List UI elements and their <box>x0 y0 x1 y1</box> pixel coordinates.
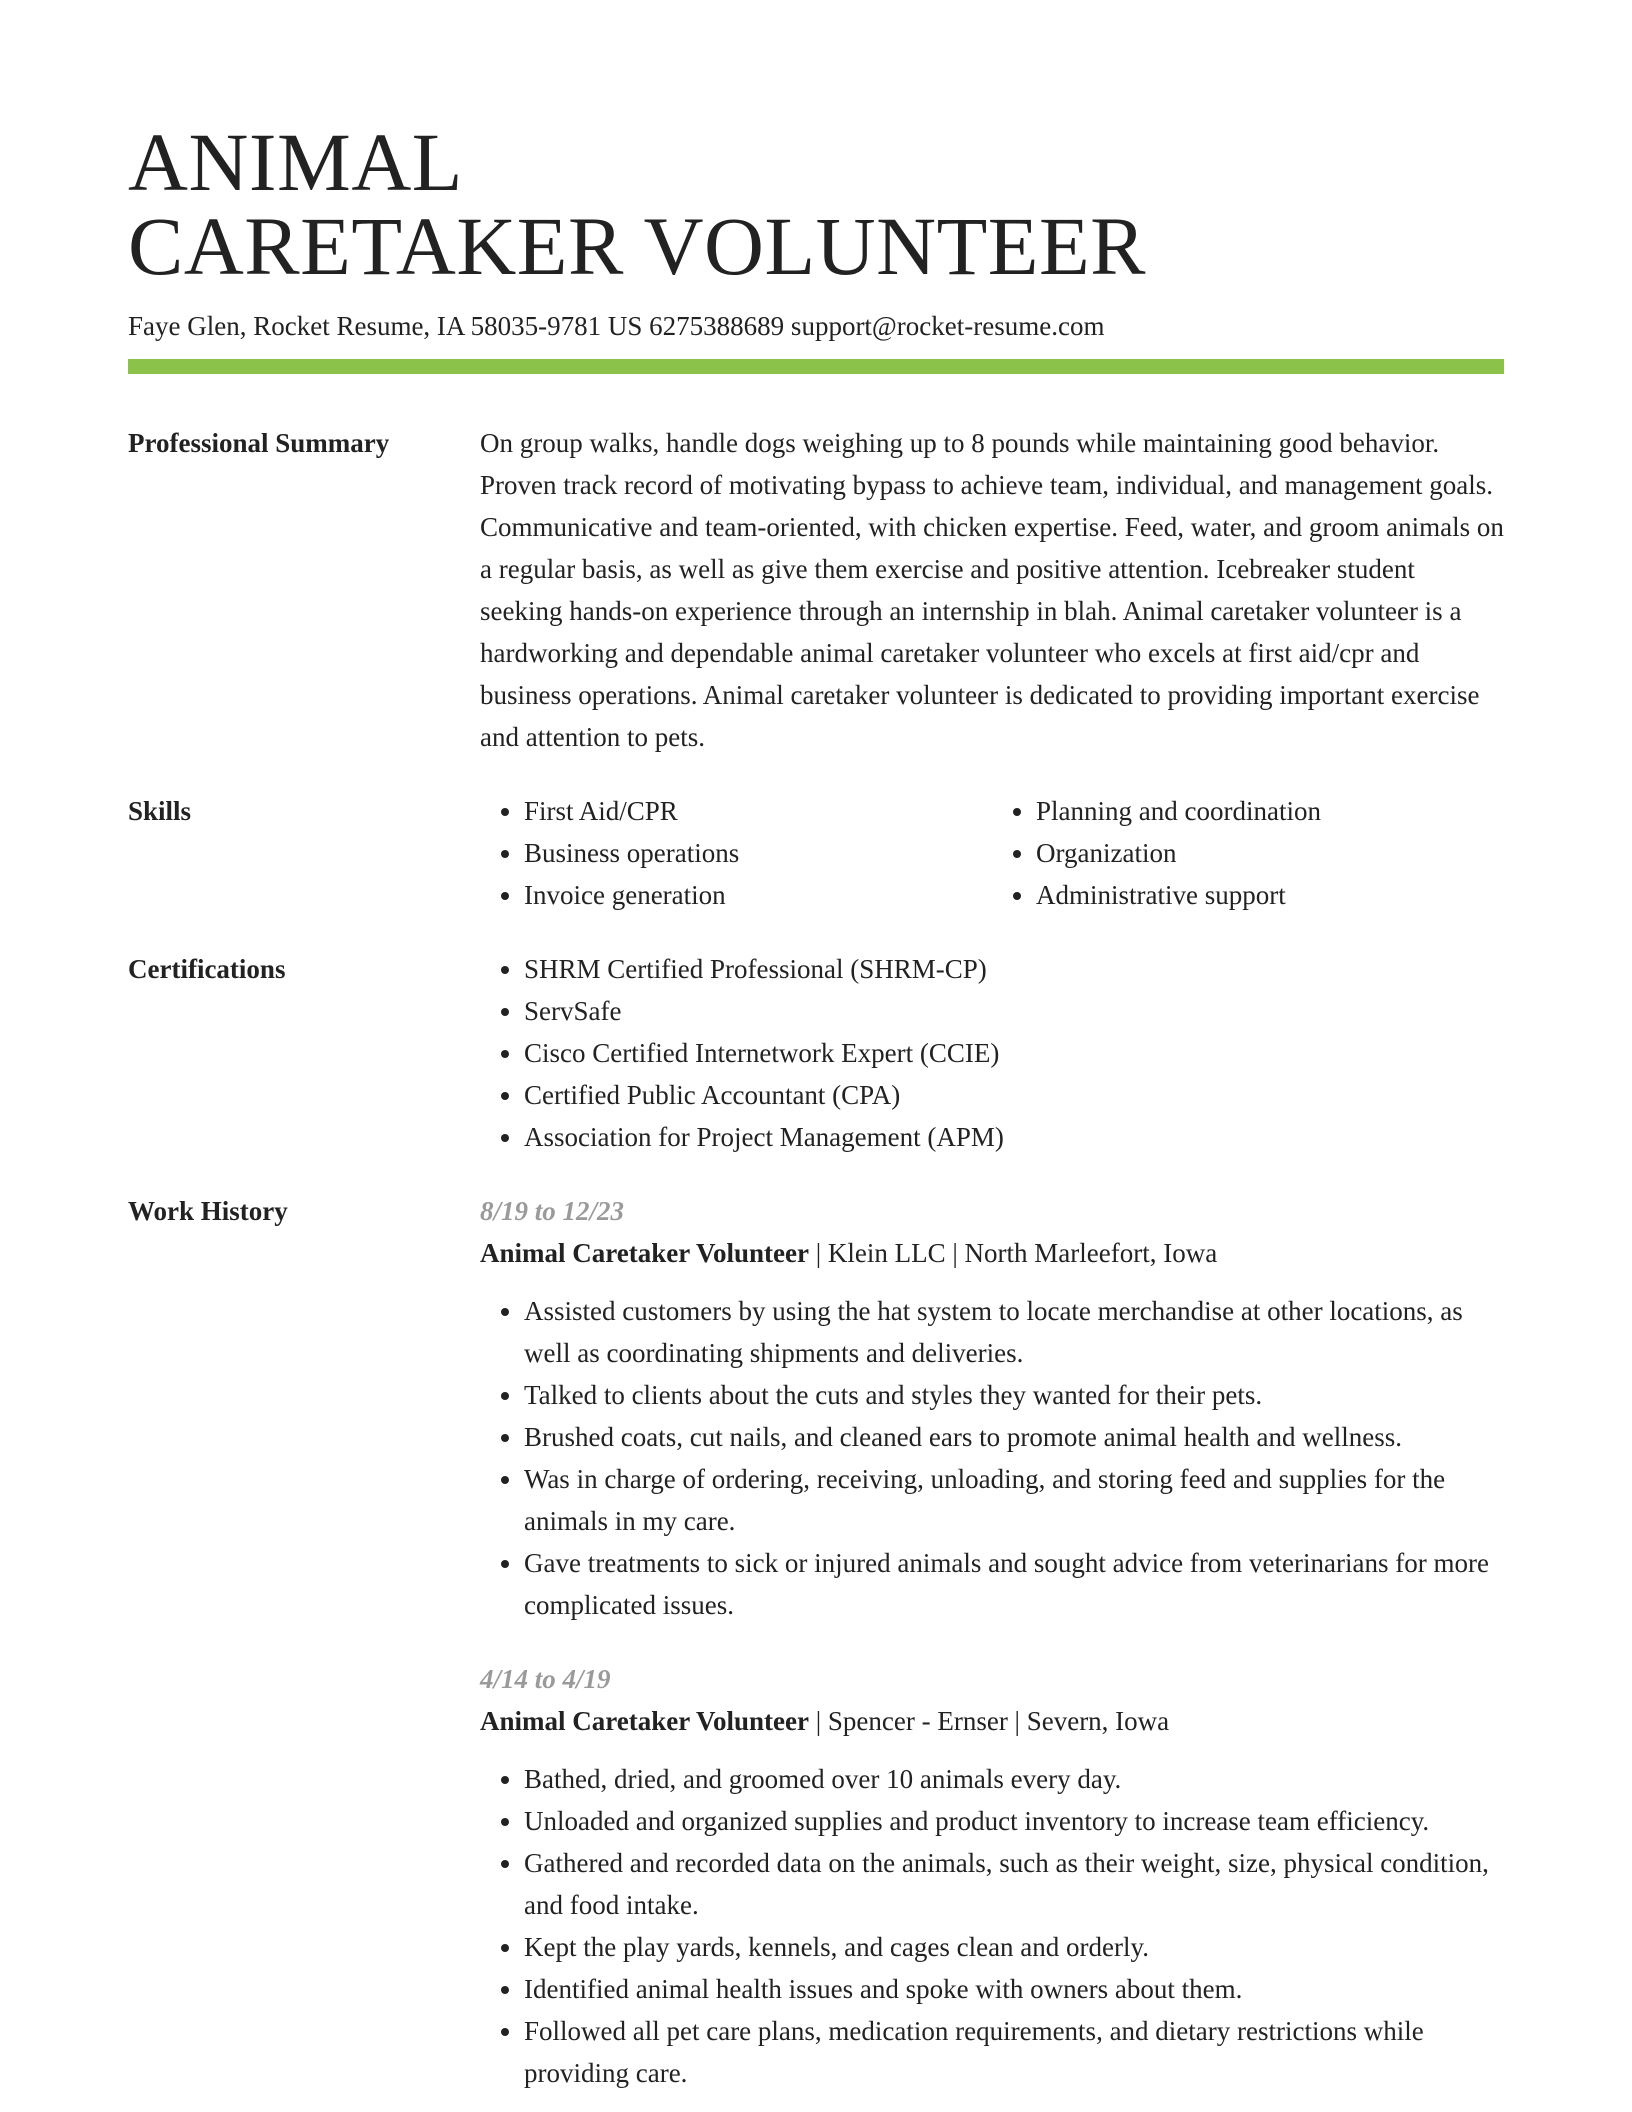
resume-name <box>128 116 1504 292</box>
skill-item: • Organization <box>1036 832 1504 874</box>
job-duty: • Brushed coats, cut nails, and cleaned ears to promote animal health and wellness. <box>524 1416 1504 1458</box>
skills-list-right <box>992 790 1504 916</box>
job-duty: • Assisted customers by using the hat system to locate merchandise at other locations, as well as coordinating shipments and deliveries. <box>524 1290 1504 1374</box>
resume-page <box>128 116 1504 2094</box>
job-title-line <box>480 1232 1504 1274</box>
skill-item: • Planning and coordination <box>1036 790 1504 832</box>
job-duty: • Bathed, dried, and groomed over 10 animals every day. <box>524 1758 1504 1800</box>
certification-item: • SHRM Certified Professional (SHRM-CP) <box>524 948 1504 990</box>
job-duty: • Identified animal health issues and spoke with owners about them. <box>524 1968 1504 2010</box>
job-employer-location: | Spencer - Ernser | Severn, Iowa <box>808 1706 1170 1736</box>
summary-text: On group walks, handle dogs weighing up to 8 pounds while maintaining good behavior. Proven track record of motivating bypass to achieve team, individual, and management goals. Communicative and team-oriented, with chicken expertise. Feed, water, and groom animals on a regular basis, as well as give them exercise and positive attention. Icebreaker student seeking hands-on experience through an internship in blah. Animal caretaker volunteer is a hardworking and dependable animal caretaker volunteer who excels at first aid/cpr and business operations. Animal caretaker volunteer is dedicated to providing important exercise and attention to pets. <box>480 428 1504 752</box>
job-entry <box>480 1190 1504 1626</box>
job-duty: • Talked to clients about the cuts and styles they wanted for their pets. <box>524 1374 1504 1416</box>
certification-item: • Certified Public Accountant (CPA) <box>524 1074 1504 1116</box>
name-line-2: CARETAKER VOLUNTEER <box>128 200 1147 292</box>
professional-summary-section <box>128 422 1504 758</box>
job-title: Animal Caretaker Volunteer <box>480 1238 809 1268</box>
job-duties-list <box>480 1290 1504 1626</box>
job-entry <box>480 1658 1504 2094</box>
certification-item: • Cisco Certified Internetwork Expert (CCIE) <box>524 1032 1504 1074</box>
accent-divider <box>128 359 1504 374</box>
skill-item: • First Aid/CPR <box>524 790 992 832</box>
work-history-section <box>128 1190 1504 2094</box>
certifications-section <box>128 948 1504 1158</box>
certifications-list <box>480 948 1504 1158</box>
certification-item: • Association for Project Management (APM) <box>524 1116 1504 1158</box>
job-employer-location: | Klein LLC | North Marleefort, Iowa <box>808 1238 1218 1268</box>
certification-item: • ServSafe <box>524 990 1504 1032</box>
skills-list-left <box>480 790 992 916</box>
skill-item: • Business operations <box>524 832 992 874</box>
section-label-summary: Professional Summary <box>128 428 390 458</box>
section-label-certifications: Certifications <box>128 954 286 984</box>
job-dates: 4/14 to 4/19 <box>480 1664 611 1694</box>
section-label-skills: Skills <box>128 796 192 826</box>
skill-item: • Invoice generation <box>524 874 992 916</box>
job-duty: • Was in charge of ordering, receiving, unloading, and storing feed and supplies for the animals in my care. <box>524 1458 1504 1542</box>
work-history-body <box>480 1190 1504 2094</box>
contact-info: Faye Glen, Rocket Resume, IA 58035-9781 US 6275388689 support@rocket-resume.com <box>128 311 1105 341</box>
job-title-line <box>480 1700 1504 1742</box>
skills-columns <box>480 790 1504 916</box>
job-duty: • Gave treatments to sick or injured animals and sought advice from veterinarians for more complicated issues. <box>524 1542 1504 1626</box>
job-duty: • Unloaded and organized supplies and product inventory to increase team efficiency. <box>524 1800 1504 1842</box>
name-line-1: ANIMAL <box>128 116 463 208</box>
skills-section <box>128 790 1504 916</box>
job-duty: • Followed all pet care plans, medication requirements, and dietary restrictions while providing care. <box>524 2010 1504 2094</box>
job-title: Animal Caretaker Volunteer <box>480 1706 809 1736</box>
skill-item: • Administrative support <box>1036 874 1504 916</box>
job-duty: • Kept the play yards, kennels, and cages clean and orderly. <box>524 1926 1504 1968</box>
certifications-body <box>480 948 1504 1158</box>
section-label-work: Work History <box>128 1196 288 1226</box>
job-duties-list <box>480 1758 1504 2094</box>
job-duty: • Gathered and recorded data on the animals, such as their weight, size, physical condition, and food intake. <box>524 1842 1504 1926</box>
job-dates: 8/19 to 12/23 <box>480 1196 625 1226</box>
